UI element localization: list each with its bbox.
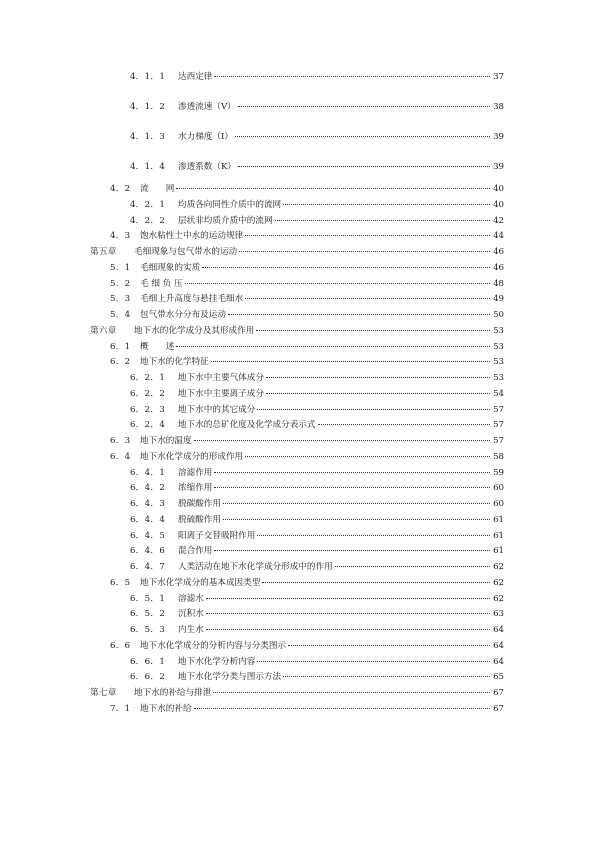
toc-entry-number: 6．4 — [110, 451, 131, 462]
toc-entry[interactable] — [110, 279, 504, 290]
toc-entry[interactable] — [90, 247, 504, 258]
toc-entry-title: 包气带水分分布及运动 — [140, 310, 226, 320]
dot-leader — [238, 106, 490, 107]
toc-entry-number: 4．3 — [110, 231, 131, 242]
toc-entry-page: 64 — [493, 640, 504, 651]
toc-entry-number: 6．2．3 — [130, 404, 166, 415]
dot-leader — [257, 535, 490, 536]
toc-entry-number: 6．2．2 — [130, 388, 166, 399]
toc-entry-number: 6．2．1 — [130, 373, 166, 383]
dot-leader — [213, 692, 490, 693]
toc-entry-page: 62 — [493, 593, 504, 604]
dot-leader — [206, 629, 490, 630]
toc-entry-page: 62 — [493, 562, 504, 572]
toc-entry-title: 水力梯度（I） — [178, 132, 233, 142]
toc-entry-title: 地下水中的其它成分 — [178, 404, 256, 415]
toc-entry-number: 6．4．6 — [130, 546, 166, 557]
toc-entry[interactable] — [130, 72, 504, 83]
toc-entry-page: 62 — [493, 577, 504, 588]
dot-leader — [275, 220, 490, 221]
dot-leader — [228, 314, 490, 315]
toc-entry-title: 地下水化学分析内容 — [178, 656, 256, 667]
dot-leader — [288, 645, 490, 646]
toc-entry-number: 6．4．2 — [130, 483, 166, 494]
toc-entry-title: 沉积水 — [178, 609, 204, 620]
dot-leader — [214, 487, 490, 488]
dot-leader — [262, 582, 490, 583]
toc-entry-number: 7．1 — [110, 703, 131, 714]
toc-entry-title: 脱碳酸作用 — [178, 499, 221, 509]
toc-entry-number: 6．5．2 — [130, 609, 166, 620]
toc-entry-page: 48 — [493, 278, 504, 289]
toc-entry[interactable] — [130, 531, 504, 542]
toc-entry-title: 渗透流速（V） — [178, 102, 236, 112]
dot-leader — [214, 76, 490, 77]
toc-entry-title: 人类活动在地下水化学成分形成中的作用 — [178, 562, 333, 572]
toc-entry[interactable] — [110, 310, 504, 321]
toc-entry[interactable] — [130, 389, 504, 400]
toc-entry[interactable] — [130, 162, 504, 173]
toc-entry-number: 6．4．4 — [130, 514, 166, 525]
toc-entry[interactable] — [130, 132, 504, 143]
toc-entry-title: 混合作用 — [178, 546, 213, 557]
toc-entry[interactable] — [130, 672, 504, 683]
toc-entry-page: 40 — [493, 184, 504, 194]
dot-leader — [194, 708, 490, 709]
toc-entry-page: 60 — [493, 483, 504, 494]
toc-entry-title: 地下水化学分类与图示方法 — [178, 672, 282, 683]
toc-entry-number: 5．3 — [110, 294, 131, 305]
toc-entry-number: 6．6 — [110, 640, 131, 651]
toc-entry-page: 54 — [493, 388, 504, 399]
toc-entry[interactable] — [130, 483, 504, 494]
dot-leader — [335, 566, 490, 567]
toc-entry-title: 毛 细 负 压 — [140, 278, 183, 289]
toc-entry[interactable] — [130, 200, 504, 211]
toc-entry-title: 地下水中主要离子成分 — [178, 388, 264, 399]
dot-leader — [206, 598, 490, 599]
dot-leader — [283, 204, 490, 205]
dot-leader — [194, 440, 490, 441]
toc-entry-title: 地下水化学成分的分析内容与分类图示 — [140, 640, 287, 651]
toc-entry-title: 均质各向同性介质中的流网 — [178, 199, 282, 210]
dot-leader — [318, 424, 490, 425]
toc-entry-number: 4．1．3 — [130, 132, 166, 142]
toc-entry[interactable] — [130, 594, 504, 605]
toc-entry-page: 49 — [493, 294, 504, 305]
toc-entry[interactable] — [110, 452, 504, 463]
toc-entry[interactable] — [110, 231, 504, 242]
dot-leader — [202, 267, 490, 268]
toc-entry-number: 4．1．1 — [130, 72, 166, 82]
toc-entry-page: 60 — [493, 499, 504, 509]
toc-entry-page: 61 — [493, 530, 504, 541]
toc-entry-title: 流 网 — [140, 184, 175, 194]
toc-entry-title: 溶滤作用 — [178, 467, 213, 478]
toc-entry-number: 6．5．1 — [130, 593, 166, 604]
toc-entry-page: 61 — [493, 546, 504, 557]
toc-entry[interactable] — [130, 562, 504, 573]
dot-leader — [266, 377, 490, 378]
toc-entry-title: 浓缩作用 — [178, 483, 213, 494]
dot-leader — [176, 188, 490, 189]
toc-entry-title: 地下水的补给 — [140, 703, 192, 714]
dot-leader — [238, 166, 490, 167]
dot-leader — [283, 676, 490, 677]
toc-entry-title: 毛细现象的实质 — [140, 262, 201, 273]
toc-entry-number: 6．2．4 — [130, 420, 166, 431]
dot-leader — [214, 472, 490, 473]
toc-entry-number: 6．4．7 — [130, 562, 166, 572]
toc-entry-page: 57 — [493, 404, 504, 415]
toc-entry-number: 4．1．4 — [130, 162, 166, 172]
toc-entry-page: 40 — [493, 199, 504, 210]
toc-entry-title: 脱硫酸作用 — [178, 514, 221, 525]
toc-entry-number: 4．2．2 — [130, 215, 166, 226]
toc-entry-page: 53 — [493, 373, 504, 383]
toc-entry[interactable] — [130, 373, 504, 384]
toc-entry-number: 6．4．5 — [130, 530, 166, 541]
toc-entry[interactable] — [130, 515, 504, 526]
toc-entry-number: 4．1．2 — [130, 102, 166, 112]
toc-entry[interactable] — [130, 609, 504, 620]
toc-entry-title: 地下水化学成分的基本成因类型 — [140, 577, 261, 588]
dot-leader — [245, 298, 490, 299]
toc-entry-number: 6．1 — [110, 341, 131, 352]
toc-entry-page: 53 — [493, 325, 504, 336]
toc-entry[interactable] — [110, 342, 504, 353]
toc-entry-page: 64 — [493, 625, 504, 635]
toc-entry[interactable] — [130, 625, 504, 636]
dot-leader — [235, 136, 490, 137]
toc-entry[interactable] — [110, 436, 504, 447]
toc-entry-page: 67 — [493, 703, 504, 714]
toc-entry-title: 饱水粘性土中水的运动规律 — [140, 231, 244, 242]
toc-entry-title: 阳离子交替吸附作用 — [178, 530, 256, 541]
toc-entry-page: 37 — [493, 72, 504, 82]
toc-entry-title: 内生水 — [178, 625, 204, 635]
toc-entry-title: 达西定律 — [178, 72, 213, 82]
toc-entry-page: 61 — [493, 514, 504, 525]
toc-entry-title: 毛细现象与包气带水的运动 — [134, 247, 238, 257]
dot-leader — [239, 251, 490, 252]
dot-leader — [257, 409, 490, 410]
toc-entry-title: 毛细上升高度与悬挂毛细水 — [140, 294, 244, 305]
toc-entry[interactable] — [130, 468, 504, 479]
toc-entry-title: 概 述 — [140, 341, 175, 352]
toc-entry-title: 地下水的化学成分及其形成作用 — [134, 325, 255, 336]
toc-entry-page: 38 — [493, 102, 504, 112]
dot-leader — [257, 661, 490, 662]
toc-entry-page: 39 — [493, 132, 504, 142]
toc-entry-title: 渗透系数（K） — [178, 162, 236, 172]
toc-entry-page: 50 — [493, 310, 504, 320]
toc-entry-number: 4．2．1 — [130, 199, 166, 210]
toc-entry-page: 46 — [493, 247, 504, 257]
toc-entry[interactable] — [110, 704, 504, 715]
dot-leader — [206, 613, 490, 614]
dot-leader — [176, 346, 490, 347]
toc-entry-number: 5．1 — [110, 262, 131, 273]
dot-leader — [245, 235, 490, 236]
toc-entry-number: 6．3 — [110, 436, 131, 446]
toc-entry[interactable] — [110, 357, 504, 368]
toc-entry-number: 第七章 — [90, 688, 117, 698]
toc-entry-number: 5．2 — [110, 278, 131, 289]
toc-entry-title: 地下水的化学特征 — [140, 357, 209, 368]
toc-entry-page: 59 — [493, 467, 504, 478]
toc-entry-title: 地下水的总矿化度及化学成分表示式 — [178, 420, 316, 431]
toc-entry-title: 层状非均质介质中的流网 — [178, 215, 273, 226]
toc-entry[interactable] — [130, 405, 504, 416]
toc-entry[interactable] — [130, 499, 504, 510]
toc-entry[interactable] — [130, 657, 504, 668]
toc-entry-title: 地下水的补给与排泄 — [134, 688, 212, 698]
toc-entry-page: 64 — [493, 656, 504, 667]
toc-entry-number: 第五章 — [90, 247, 117, 257]
dot-leader — [211, 361, 490, 362]
toc-entry-page: 67 — [493, 688, 504, 698]
dot-leader — [214, 550, 490, 551]
toc-entry-title: 地下水中主要气体成分 — [178, 373, 264, 383]
toc-entry-title: 溶滤水 — [178, 593, 204, 604]
toc-entry-number: 第六章 — [90, 325, 117, 336]
toc-entry-title: 地下水化学成分的形成作用 — [140, 451, 244, 462]
toc-entry-number: 6．4．3 — [130, 499, 166, 509]
toc-entry[interactable] — [110, 641, 504, 652]
toc-entry-page: 44 — [493, 231, 504, 242]
toc-entry-number: 6．5．3 — [130, 625, 166, 635]
toc-entry-page: 42 — [493, 215, 504, 226]
toc-entry[interactable] — [110, 578, 504, 589]
toc-entry[interactable] — [130, 216, 504, 227]
toc-entry[interactable] — [90, 688, 504, 699]
toc-entry-number: 6．6．1 — [130, 656, 166, 667]
toc-entry[interactable] — [130, 420, 504, 431]
toc-entry[interactable] — [130, 546, 504, 557]
toc-entry-page: 65 — [493, 672, 504, 683]
dot-leader — [223, 503, 490, 504]
dot-leader — [185, 283, 490, 284]
toc-entry[interactable] — [110, 184, 504, 195]
toc-entry-page: 46 — [493, 262, 504, 273]
toc-entry-page: 57 — [493, 420, 504, 431]
toc-entry-number: 5．4 — [110, 310, 131, 320]
toc-entry-page: 53 — [493, 341, 504, 352]
toc-entry-number: 6．5 — [110, 577, 131, 588]
dot-leader — [256, 330, 490, 331]
dot-leader — [266, 393, 490, 394]
toc-entry[interactable] — [110, 294, 504, 305]
toc-entry[interactable] — [110, 263, 504, 274]
toc-entry-page: 53 — [493, 357, 504, 368]
toc-entry-number: 6．2 — [110, 357, 131, 368]
toc-entry-title: 地下水的温度 — [140, 436, 192, 446]
dot-leader — [223, 519, 490, 520]
dot-leader — [245, 456, 490, 457]
toc-entry[interactable] — [130, 102, 504, 113]
toc-entry-page: 63 — [493, 609, 504, 620]
toc-entry-number: 6．6．2 — [130, 672, 166, 683]
toc-entry-number: 4．2 — [110, 184, 131, 194]
toc-entry-page: 57 — [493, 436, 504, 446]
toc-entry[interactable] — [90, 326, 504, 337]
toc-entry-page: 58 — [493, 451, 504, 462]
toc-entry-number: 6．4．1 — [130, 467, 166, 478]
toc-entry-page: 39 — [493, 162, 504, 172]
